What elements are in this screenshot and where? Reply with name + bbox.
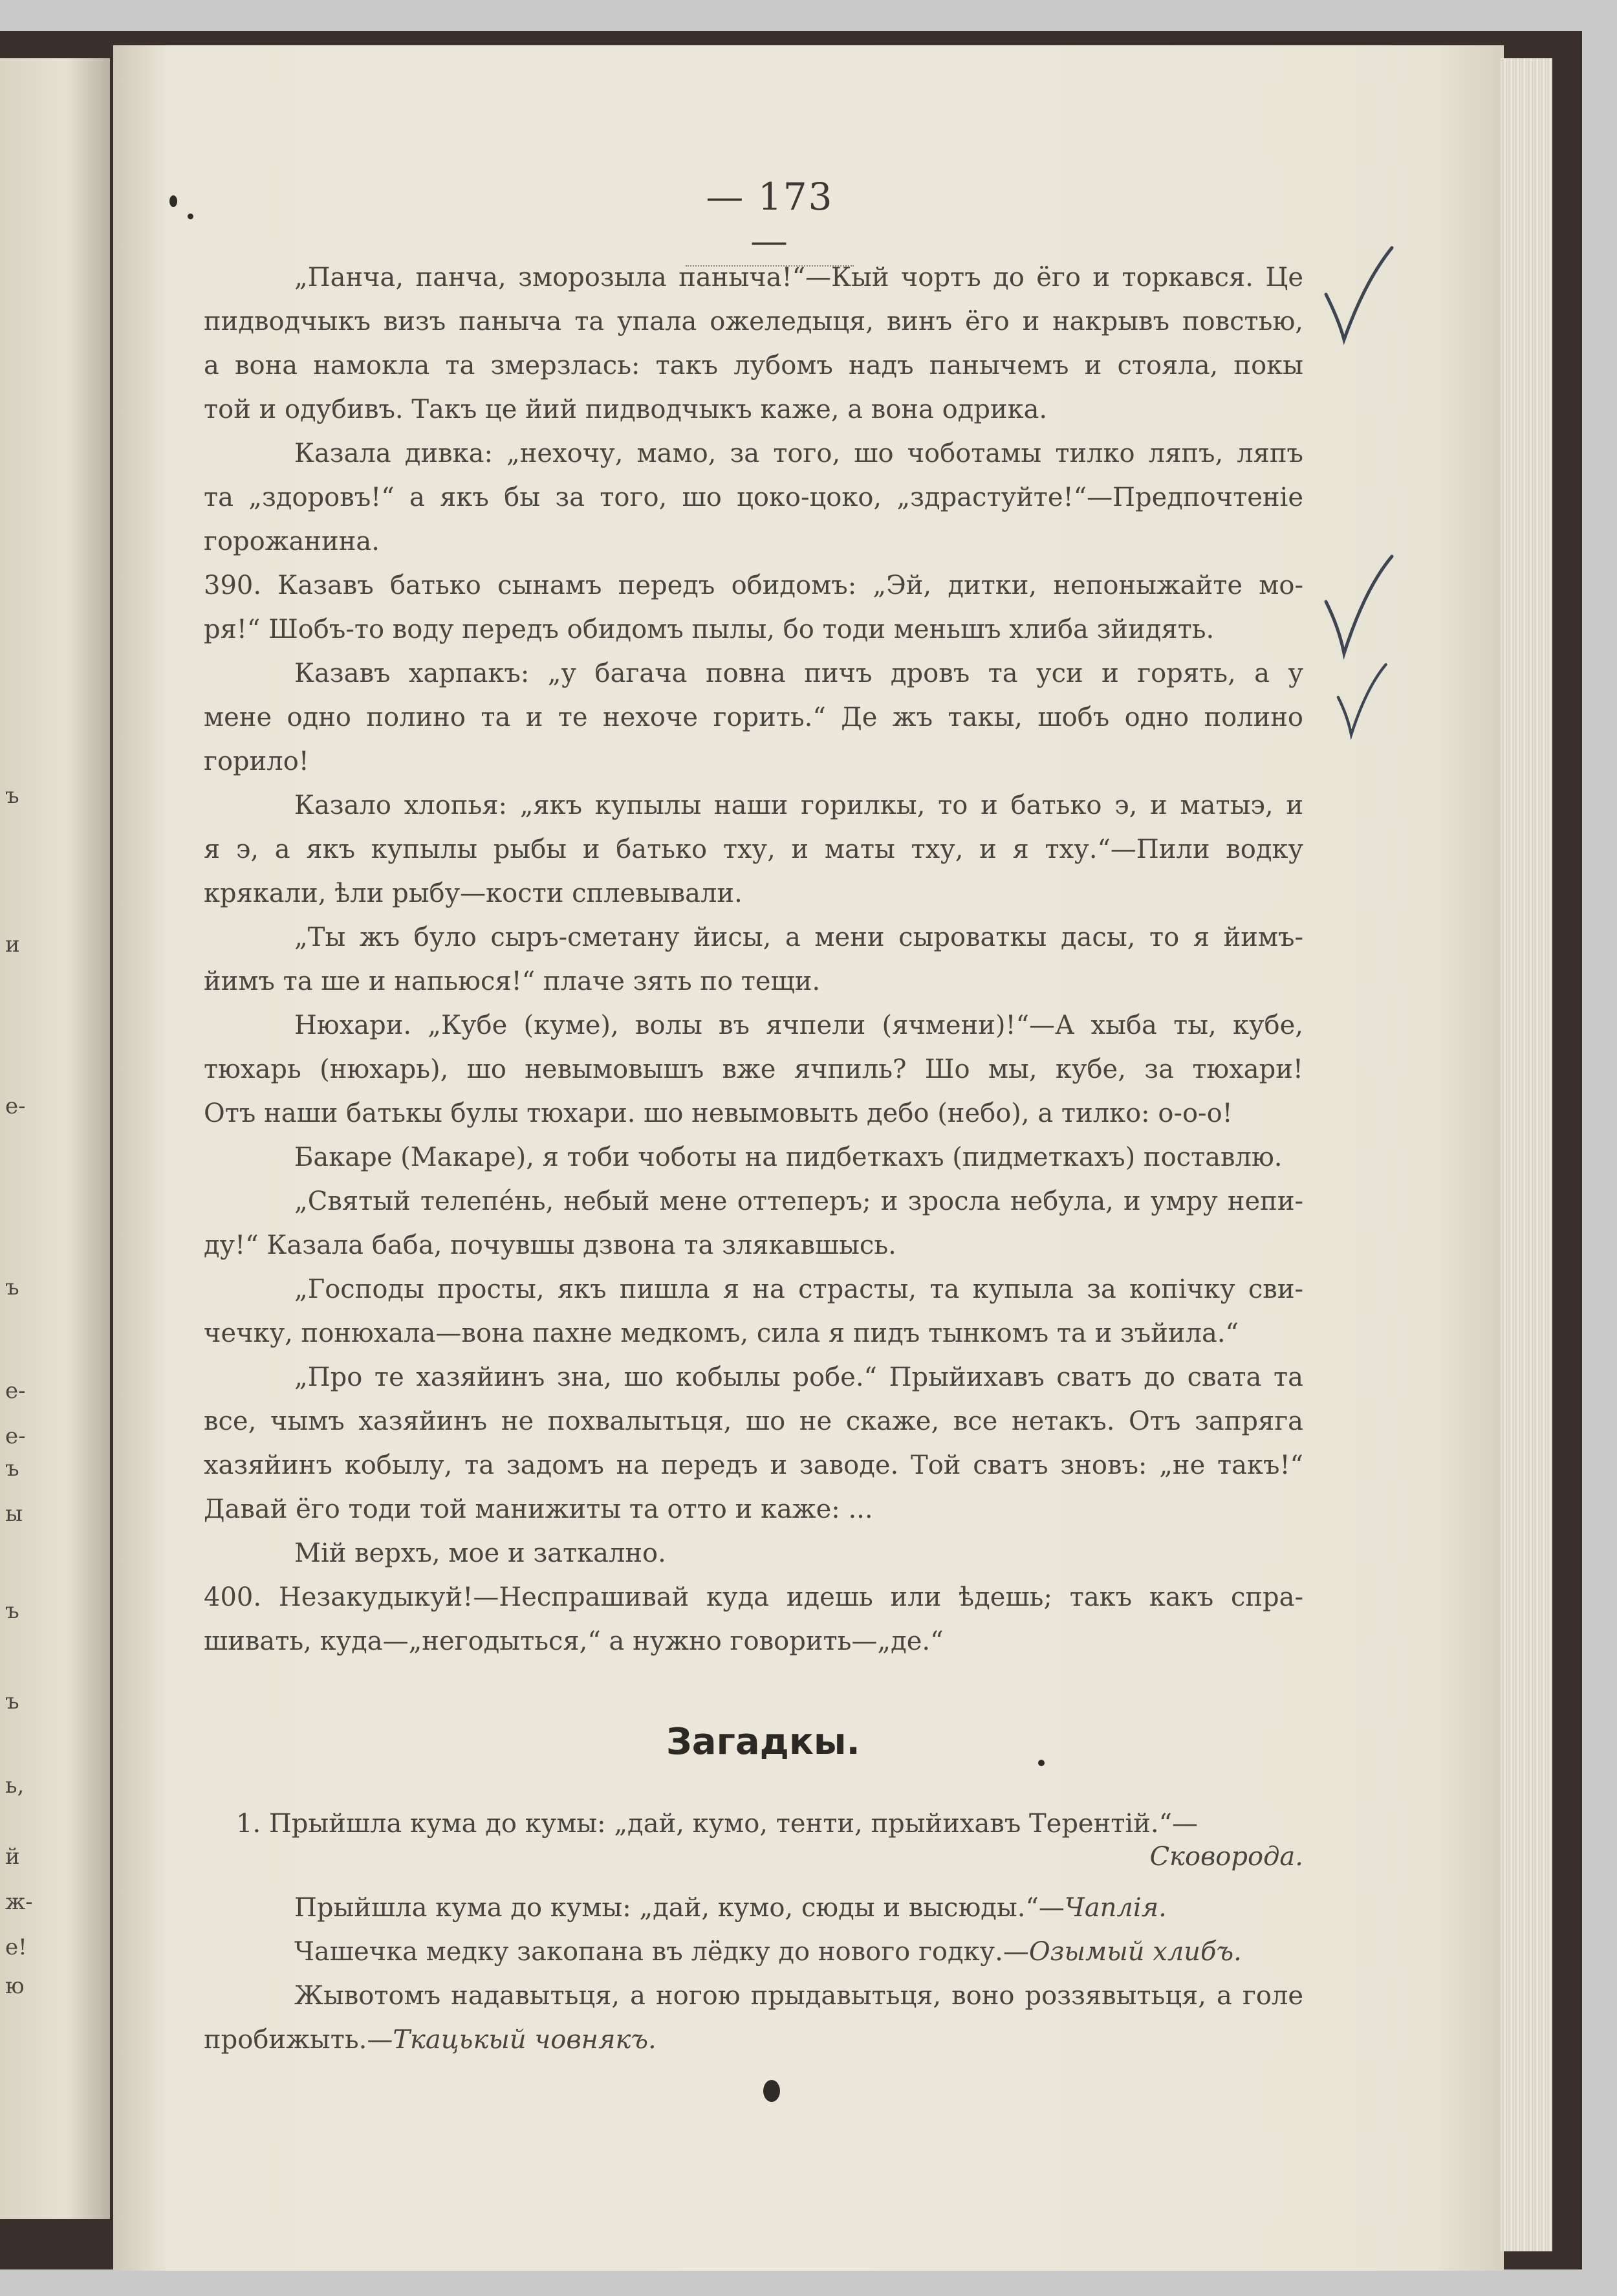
riddle-text: 1. Прыйшла кума до кумы: „дай, кумо, тенти, прыйихавъ Терентій.“— — [236, 1809, 1199, 1839]
text-line: мене одно полино та и те нехоче горить.“ Де жъ такы, шобъ одно полино — [204, 703, 1303, 732]
text-line: я э, а якъ купылы рыбы и батько тху, и маты тху, и я тху.“—Пили водку — [204, 835, 1303, 864]
riddle-answer: Сковорода. — [1149, 1842, 1303, 1872]
riddle-answer: Чаплія. — [1064, 1893, 1167, 1923]
text-line: „Ты жъ було сыръ-сметану йисы, а мени сыроваткы дасы, то я йимъ- — [294, 923, 1303, 952]
riddle-line — [204, 1802, 1303, 1846]
text-line: чечку, понюхала—вона пахне медкомъ, сила я пидъ тынкомъ та и зъйила.“ — [204, 1318, 1239, 1348]
left-page-fragment: е- — [5, 1093, 26, 1119]
left-page-fragment: ъ — [5, 1274, 19, 1300]
page-edges — [1501, 58, 1552, 2251]
page-number: — 173 — — [686, 175, 854, 267]
ink-speck — [169, 195, 177, 207]
text-line: горило! — [204, 747, 309, 776]
text-line: ду!“ Казала баба, почувшы дзвона та злякавшысь. — [204, 1230, 896, 1260]
left-page-fragment: ю — [5, 1973, 25, 1999]
riddle-line — [204, 1974, 1303, 2018]
text-line: Казала дивка: „нехочу, мамо, за того, шо чоботамы тилко ляпъ, ляпъ — [294, 439, 1303, 468]
text-line: Нюхари. „Кубе (куме), волы въ ячпели (ячмени)!“—А хыба ты, кубе, — [294, 1011, 1303, 1040]
main-text — [204, 256, 1303, 1663]
left-page-fragment: е- — [5, 1378, 26, 1404]
text-line: „Святый телепéнь, небый мене оттеперъ; и зросла небула, и умру непи- — [294, 1186, 1303, 1216]
text-line: Давай ёго тоди той манижиты та отто и каже: ... — [204, 1494, 873, 1524]
left-page-edge — [0, 58, 110, 2219]
left-page-fragment: ж- — [5, 1889, 33, 1915]
text-line: пидводчыкъ визъ паныча та упала ожеледыця, винъ ёго и накрывъ повстью, — [204, 307, 1303, 336]
left-page-fragment: ы — [5, 1501, 23, 1527]
riddle-text: Прыйшла кума до кумы: „дай, кумо, сюды и высюды.“— — [294, 1893, 1065, 1923]
text-line: 400. Незакудыкуй!—Неспрашивай куда идешь или ѣдешь; такъ какъ спра- — [204, 1582, 1303, 1612]
ink-speck — [763, 2080, 780, 2102]
ink-speck — [188, 213, 193, 219]
riddle-line — [204, 1886, 1303, 1930]
text-line: Казавъ харпакъ: „у багача повна пичъ дровъ та уси и горять, а у — [294, 659, 1303, 688]
riddle-answer: Ткацькый човнякъ. — [393, 2025, 657, 2055]
left-page-fragment: ъ — [5, 783, 19, 809]
pencil-checkmark-icon — [1332, 660, 1391, 744]
left-page-fragment: ъ — [5, 1689, 19, 1714]
riddle-answer: Озымый хлибъ. — [1028, 1937, 1242, 1967]
left-page-fragment: ъ — [5, 1456, 19, 1481]
left-page-fragment: е- — [5, 1423, 26, 1449]
text-line: йимъ та ше и напьюся!“ плаче зять по тещи. — [204, 967, 821, 996]
text-line: „Господы просты, якъ пишла я на страсты, та купыла за копічку сви- — [294, 1274, 1303, 1304]
left-page-fragment: ь, — [5, 1773, 25, 1799]
riddle-text: Жывотомъ надавытьця, а ногою прыдавытьця, воно роззявытьця, а голе — [294, 1981, 1303, 2011]
text-line: крякали, ѣли рыбу—кости сплевывали. — [204, 879, 743, 908]
text-line: „Панча, панча, зморозыла паныча!“—Кый чортъ до ёго и торкався. Це — [294, 263, 1303, 292]
text-line: Бакаре (Макаре), я тоби чоботы на пидбеткахъ (пидметкахъ) поставлю. — [294, 1143, 1283, 1172]
text-line: та „здоровъ!“ а якъ бы за того, шо цоко-цоко, „здрастуйте!“—Предпочтеніе — [204, 483, 1303, 512]
pencil-checkmark-icon — [1319, 550, 1397, 666]
riddle-line — [204, 2018, 1303, 2062]
text-line: хазяйинъ кобылу, та задомъ на передъ и заводе. Той сватъ зновъ: „не такъ!“ — [204, 1450, 1303, 1480]
left-page-fragment: ъ — [5, 1598, 19, 1624]
riddle-line — [204, 1930, 1303, 1974]
text-line: тюхарь (нюхарь), шо невымовышъ вже ячпиль? Шо мы, кубе, за тюхари! — [204, 1055, 1303, 1084]
text-line: шивать, куда—„негодыться,“ а нужно говорить—„де.“ — [204, 1626, 944, 1656]
text-line: ря!“ Шобъ-то воду передъ обидомъ пылы, бо тоди меньшъ хлиба зйидять. — [204, 615, 1215, 644]
text-line: а вона намокла та змерзлась: такъ лубомъ надъ панычемъ и стояла, покы — [204, 351, 1303, 380]
riddles-text — [204, 1802, 1303, 2062]
left-page-fragment: е! — [5, 1934, 27, 1960]
text-line: „Про те хазяйинъ зна, шо кобылы робе.“ Прыйихавъ сватъ до свата та — [294, 1362, 1303, 1392]
text-line: 390. Казавъ батько сынамъ передъ обидомъ: „Эй, дитки, непоныжайте мо- — [204, 571, 1303, 600]
text-line: все, чымъ хазяйинъ не похвалытьця, шо не скаже, все нетакъ. Отъ запряга — [204, 1406, 1303, 1436]
text-line: горожанина. — [204, 527, 380, 556]
ink-speck — [1038, 1760, 1045, 1766]
text-line: Мій верхъ, мое и заткално. — [294, 1538, 666, 1568]
text-line: той и одубивъ. Такъ це йий пидводчыкъ каже, а вона одрика. — [204, 395, 1048, 424]
text-line: Казало хлопья: „якъ купылы наши горилкы, то и батько э, и матыэ, и — [294, 791, 1303, 820]
riddle-text: Чашечка медку закопана въ лёдку до нового годку.— — [294, 1937, 1029, 1967]
left-page-fragment: и — [5, 932, 20, 957]
section-heading: Загадкы. — [666, 1721, 860, 1763]
text-line: Отъ наши батькы булы тюхари. шо невымовыть дебо (небо), а тилко: о-о-о! — [204, 1099, 1233, 1128]
pencil-checkmark-icon — [1319, 243, 1397, 359]
left-page-fragment: й — [5, 1844, 20, 1870]
riddle-text: пробижыть.— — [204, 2025, 393, 2055]
